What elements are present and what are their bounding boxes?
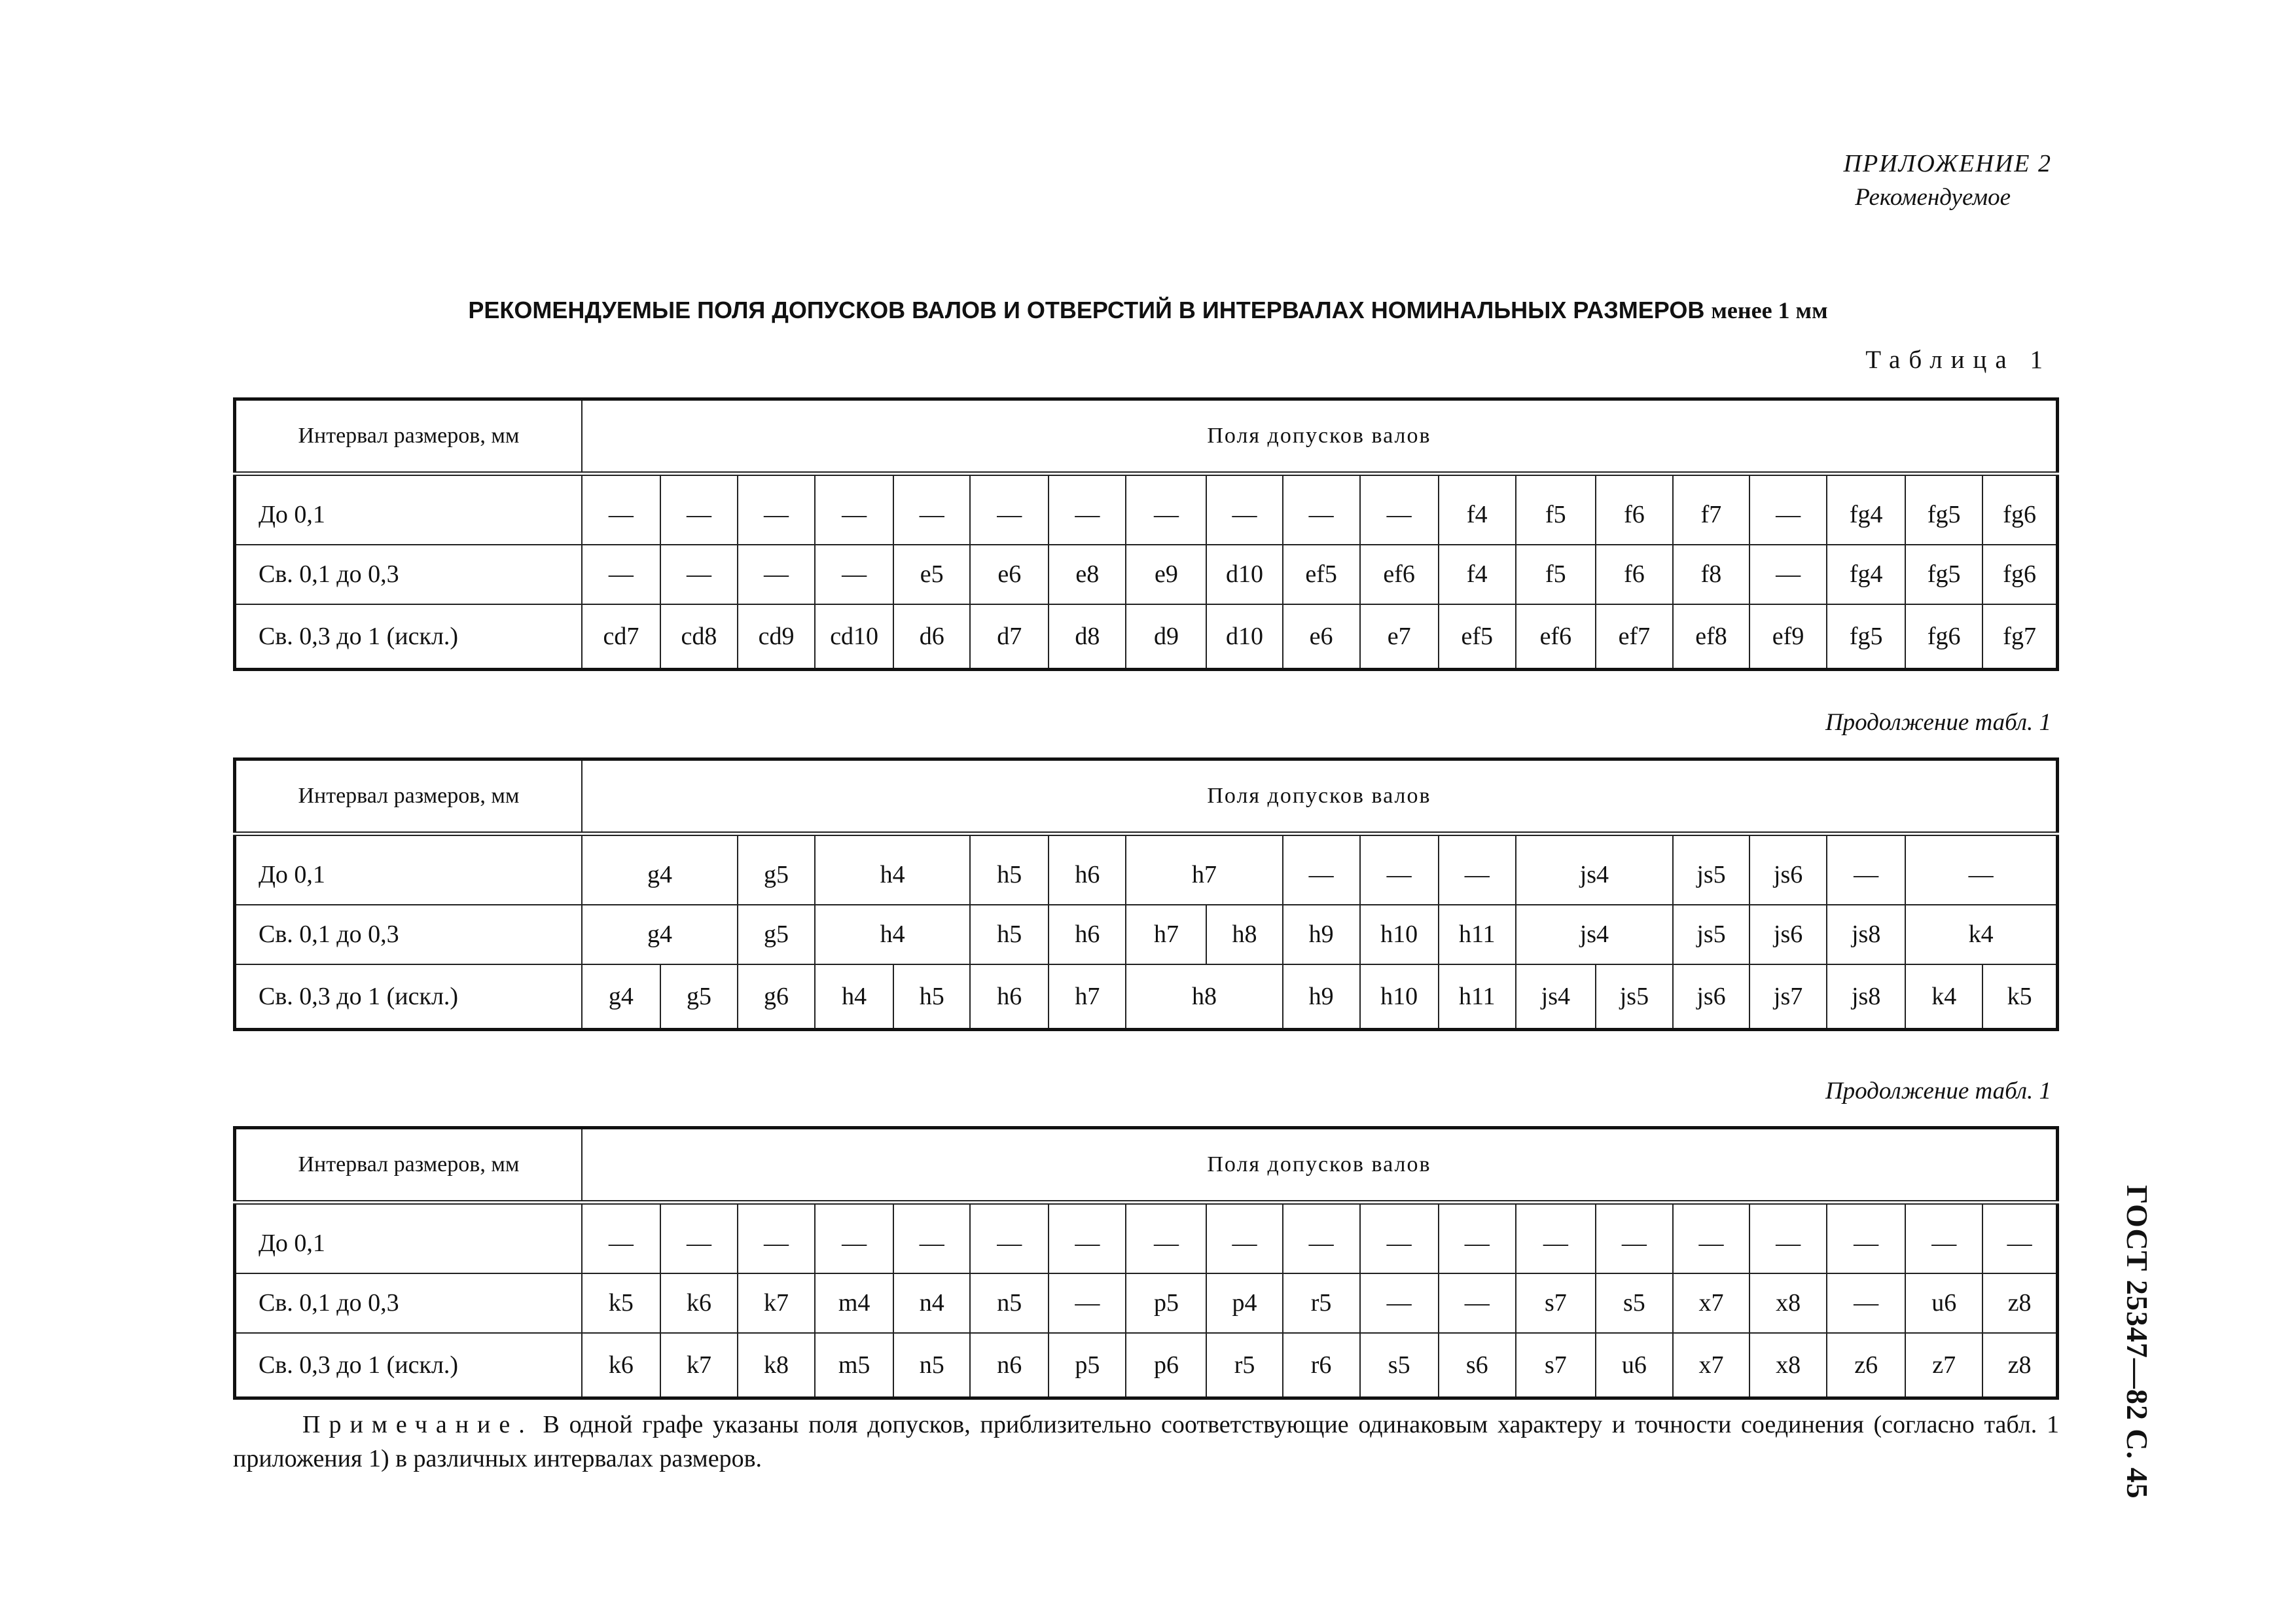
table-cell: h7 (1126, 905, 1206, 964)
table-cell: js5 (1673, 905, 1749, 964)
table-cell: k6 (660, 1273, 738, 1333)
table-cell: f8 (1673, 545, 1749, 604)
row-label: Св. 0,3 до 1 (искл.) (235, 604, 582, 670)
table-cell: u6 (1905, 1273, 1982, 1333)
table-cell: js6 (1749, 905, 1827, 964)
table-cell: u6 (1596, 1333, 1673, 1398)
table-cell: — (1126, 1203, 1206, 1273)
table-cell: — (1360, 474, 1439, 545)
table-cell: fg7 (1982, 604, 2057, 670)
table-cell: — (660, 1203, 738, 1273)
table-cell: cd9 (738, 604, 815, 670)
table-cell: — (970, 1203, 1049, 1273)
table-cell: g6 (738, 964, 815, 1030)
table-cell: h8 (1206, 905, 1282, 964)
table-cell: js8 (1827, 905, 1905, 964)
table-cell: r5 (1206, 1333, 1282, 1398)
appendix-status: Рекомендуемое (1855, 184, 2011, 211)
table-cell: — (582, 545, 660, 604)
heading-unit: менее 1 мм (1711, 297, 1828, 323)
table-cell: h7 (1126, 834, 1282, 905)
table-cell: js8 (1827, 964, 1905, 1030)
table-cell: — (1206, 474, 1282, 545)
table-cell: — (582, 474, 660, 545)
table-cell: s6 (1439, 1333, 1516, 1398)
table-cell: h6 (970, 964, 1049, 1030)
table-cell: cd8 (660, 604, 738, 670)
table-cell: k7 (660, 1333, 738, 1398)
table-cell: ef6 (1516, 604, 1596, 670)
interval-header: Интервал размеров, мм (235, 759, 582, 834)
table-cell: — (1827, 834, 1905, 905)
table-cell: h8 (1126, 964, 1282, 1030)
table-cell: e8 (1049, 545, 1126, 604)
table-cell: js5 (1673, 834, 1749, 905)
continuation-label: Продолжение табл. 1 (1825, 709, 2051, 736)
table-cell: — (893, 474, 970, 545)
table-cell: ef5 (1283, 545, 1360, 604)
tolerance-table-2 (233, 757, 2059, 1031)
table-cell: d10 (1206, 545, 1282, 604)
table-cell: — (1749, 1203, 1827, 1273)
tolerance-table-1 (233, 397, 2059, 671)
table-cell: e6 (1283, 604, 1360, 670)
note-label: Примечание. (302, 1411, 533, 1438)
table-cell: — (1516, 1203, 1596, 1273)
table-cell: — (660, 474, 738, 545)
table-cell: h9 (1283, 905, 1360, 964)
table-cell: f7 (1673, 474, 1749, 545)
table-cell: h10 (1360, 964, 1439, 1030)
table-cell: e7 (1360, 604, 1439, 670)
table-cell: — (815, 545, 893, 604)
table-cell: fg6 (1982, 545, 2057, 604)
table-cell: k4 (1905, 964, 1982, 1030)
row-label: Св. 0,3 до 1 (искл.) (235, 1333, 582, 1398)
table-cell: r5 (1283, 1273, 1360, 1333)
table-cell: — (1126, 474, 1206, 545)
table-cell: s5 (1596, 1273, 1673, 1333)
table-cell: k6 (582, 1333, 660, 1398)
table-cell: — (582, 1203, 660, 1273)
table-cell: — (1206, 1203, 1282, 1273)
table-cell: — (815, 474, 893, 545)
table-cell: p4 (1206, 1273, 1282, 1333)
table-cell: s7 (1516, 1273, 1596, 1333)
table-cell: f5 (1516, 474, 1596, 545)
table-cell: — (1360, 1203, 1439, 1273)
table-cell: k5 (1982, 964, 2057, 1030)
table-cell: h4 (815, 834, 970, 905)
table-cell: f6 (1596, 545, 1673, 604)
table-cell: e5 (893, 545, 970, 604)
table-row (235, 604, 2058, 670)
table-cell: k5 (582, 1273, 660, 1333)
table-cell: — (1049, 1273, 1126, 1333)
table-cell: — (738, 1203, 815, 1273)
row-label: До 0,1 (235, 834, 582, 905)
table-cell: — (1439, 834, 1516, 905)
fields-header: Поля допусков валов (582, 759, 2058, 834)
table-cell: — (1749, 545, 1827, 604)
table-cell: k4 (1905, 905, 2057, 964)
table-cell: h4 (815, 905, 970, 964)
table-cell: h4 (815, 964, 893, 1030)
table-cell: — (1905, 1203, 1982, 1273)
table-cell: h6 (1049, 905, 1126, 964)
table-cell: js6 (1673, 964, 1749, 1030)
table-cell: — (1982, 1203, 2057, 1273)
table-cell: d9 (1126, 604, 1206, 670)
table-cell: — (1827, 1273, 1905, 1333)
table-label: Таблица 1 (1865, 346, 2051, 374)
table-cell: h10 (1360, 905, 1439, 964)
table-cell: x8 (1749, 1333, 1827, 1398)
table-cell: s5 (1360, 1333, 1439, 1398)
table-cell: h7 (1049, 964, 1126, 1030)
table-cell: — (970, 474, 1049, 545)
heading-main: РЕКОМЕНДУЕМЫЕ ПОЛЯ ДОПУСКОВ ВАЛОВ И ОТВЕРСТИЙ В ИНТЕРВАЛАХ НОМИНАЛЬНЫХ РАЗМЕРОВ (468, 297, 1705, 323)
table-cell: — (1283, 834, 1360, 905)
fields-header: Поля допусков валов (582, 399, 2058, 474)
table-cell: h11 (1439, 905, 1516, 964)
table-cell: f4 (1439, 545, 1516, 604)
table-cell: x8 (1749, 1273, 1827, 1333)
appendix-title: ПРИЛОЖЕНИЕ 2 (1843, 150, 2052, 177)
table-cell: k8 (738, 1333, 815, 1398)
table-cell: n4 (893, 1273, 970, 1333)
fields-header: Поля допусков валов (582, 1128, 2058, 1203)
table-cell: fg5 (1827, 604, 1905, 670)
table-cell: d6 (893, 604, 970, 670)
table-row (235, 545, 2058, 604)
table-cell: d8 (1049, 604, 1126, 670)
table-row (235, 834, 2058, 905)
table-cell: p6 (1126, 1333, 1206, 1398)
table-cell: z7 (1905, 1333, 1982, 1398)
table-cell: fg6 (1982, 474, 2057, 545)
table-cell: — (1049, 1203, 1126, 1273)
table-row (235, 1273, 2058, 1333)
table-row (235, 905, 2058, 964)
row-label: До 0,1 (235, 474, 582, 545)
document-heading (0, 297, 2296, 324)
table-cell: x7 (1673, 1273, 1749, 1333)
table-cell: m4 (815, 1273, 893, 1333)
table-cell: — (738, 545, 815, 604)
continuation-label: Продолжение табл. 1 (1825, 1078, 2051, 1104)
table-cell: — (1827, 1203, 1905, 1273)
table-cell: g5 (738, 834, 815, 905)
table-cell: k7 (738, 1273, 815, 1333)
table-cell: z8 (1982, 1333, 2057, 1398)
table-cell: ef8 (1673, 604, 1749, 670)
table-cell: — (893, 1203, 970, 1273)
table-cell: js5 (1596, 964, 1673, 1030)
table-cell: h6 (1049, 834, 1126, 905)
table-cell: ef9 (1749, 604, 1827, 670)
note-text: В одной графе указаны поля допусков, приблизительно соответствующие одинаковым характеру и точности соединения (согласно табл. 1 приложения 1) в различных интервалах размеров. (233, 1411, 2059, 1472)
table-cell: cd7 (582, 604, 660, 670)
table-cell: g4 (582, 905, 738, 964)
table-cell: fg5 (1905, 545, 1982, 604)
table-cell: h5 (970, 905, 1049, 964)
table-cell: — (738, 474, 815, 545)
table-row (235, 474, 2058, 545)
table-cell: n5 (893, 1333, 970, 1398)
table-cell: p5 (1126, 1273, 1206, 1333)
standard-code: ГОСТ 25347—82 С. 45 (2121, 1185, 2154, 1499)
table-cell: — (1283, 474, 1360, 545)
table-cell: f5 (1516, 545, 1596, 604)
table-cell: — (1283, 1203, 1360, 1273)
table-cell: e6 (970, 545, 1049, 604)
table-cell: ef5 (1439, 604, 1516, 670)
table-cell: z8 (1982, 1273, 2057, 1333)
row-label: Св. 0,1 до 0,3 (235, 905, 582, 964)
row-label: Св. 0,3 до 1 (искл.) (235, 964, 582, 1030)
table-cell: js6 (1749, 834, 1827, 905)
interval-header: Интервал размеров, мм (235, 1128, 582, 1203)
table-cell: — (1049, 474, 1126, 545)
row-label: Св. 0,1 до 0,3 (235, 1273, 582, 1333)
table-cell: fg4 (1827, 474, 1905, 545)
table-cell: h11 (1439, 964, 1516, 1030)
table-cell: fg6 (1905, 604, 1982, 670)
table-cell: s7 (1516, 1333, 1596, 1398)
table-cell: — (1360, 834, 1439, 905)
table-cell: d10 (1206, 604, 1282, 670)
note-paragraph (233, 1408, 2059, 1476)
table-cell: — (815, 1203, 893, 1273)
table-cell: z6 (1827, 1333, 1905, 1398)
table-cell: g4 (582, 964, 660, 1030)
table-cell: js4 (1516, 905, 1673, 964)
table-cell: p5 (1049, 1333, 1126, 1398)
table-cell: h9 (1283, 964, 1360, 1030)
table-row (235, 1203, 2058, 1273)
table-cell: — (1673, 1203, 1749, 1273)
row-label: До 0,1 (235, 1203, 582, 1273)
table-cell: g4 (582, 834, 738, 905)
table-cell: g5 (660, 964, 738, 1030)
table-cell: h5 (970, 834, 1049, 905)
table-cell: — (1905, 834, 2057, 905)
table-cell: — (1439, 1273, 1516, 1333)
table-cell: d7 (970, 604, 1049, 670)
table-cell: e9 (1126, 545, 1206, 604)
table-cell: fg5 (1905, 474, 1982, 545)
table-cell: js4 (1516, 834, 1673, 905)
row-label: Св. 0,1 до 0,3 (235, 545, 582, 604)
table-row (235, 964, 2058, 1030)
table-row (235, 1333, 2058, 1398)
table-cell: ef6 (1360, 545, 1439, 604)
table-cell: n6 (970, 1333, 1049, 1398)
table-cell: cd10 (815, 604, 893, 670)
interval-header: Интервал размеров, мм (235, 399, 582, 474)
table-cell: — (1596, 1203, 1673, 1273)
table-cell: r6 (1283, 1333, 1360, 1398)
table-cell: fg4 (1827, 545, 1905, 604)
table-cell: g5 (738, 905, 815, 964)
tolerance-table-3 (233, 1126, 2059, 1400)
table-cell: m5 (815, 1333, 893, 1398)
table-cell: — (1360, 1273, 1439, 1333)
table-cell: x7 (1673, 1333, 1749, 1398)
table-cell: — (1439, 1203, 1516, 1273)
table-cell: — (1749, 474, 1827, 545)
table-cell: js7 (1749, 964, 1827, 1030)
table-cell: h5 (893, 964, 970, 1030)
table-cell: f4 (1439, 474, 1516, 545)
table-cell: js4 (1516, 964, 1596, 1030)
table-cell: ef7 (1596, 604, 1673, 670)
table-cell: — (660, 545, 738, 604)
table-cell: f6 (1596, 474, 1673, 545)
table-cell: n5 (970, 1273, 1049, 1333)
